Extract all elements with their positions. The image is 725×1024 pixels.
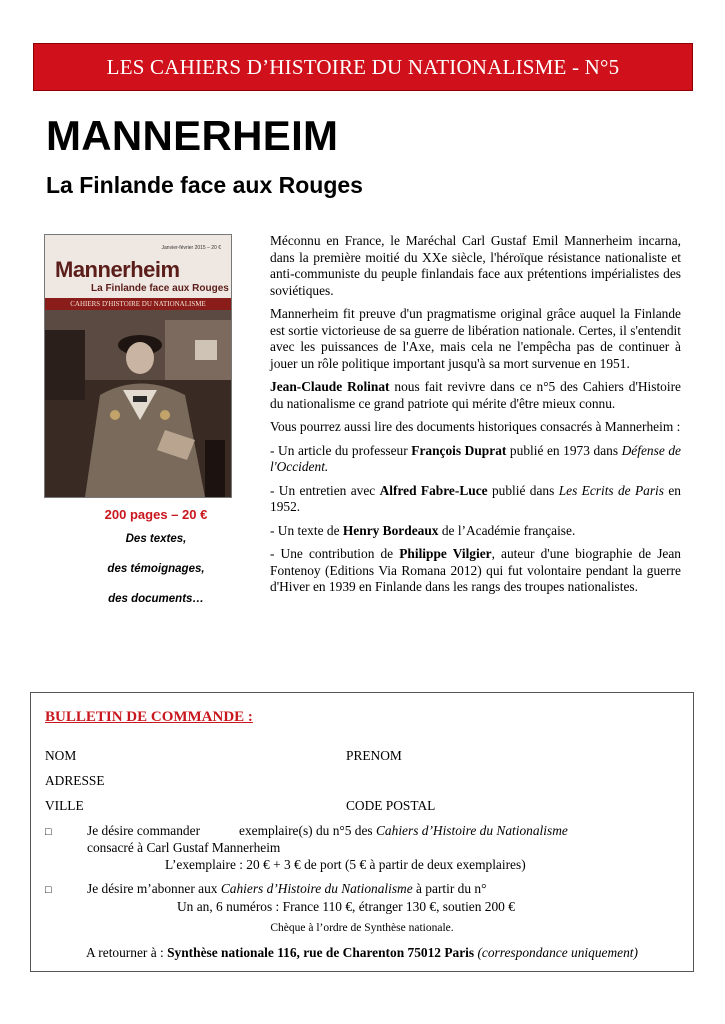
page-title: MANNERHEIM bbox=[46, 112, 339, 159]
nom-field-label[interactable]: NOM bbox=[45, 748, 77, 763]
subscribe-price: Un an, 6 numéros : France 110 €, étranger 130 €, soutien 200 € bbox=[177, 899, 515, 914]
order-form-heading: BULLETIN DE COMMANDE : bbox=[45, 709, 253, 725]
cheque-note: Chèque à l’ordre de Synthèse nationale. bbox=[270, 922, 454, 934]
subscribe-checkbox[interactable]: □ bbox=[45, 884, 52, 896]
cover-date: Janvier-février 2015 – 20 € bbox=[161, 245, 221, 251]
order-issue-label: Je désire commander bbox=[87, 823, 201, 838]
article-paragraph-intro: Méconnu en France, le Maréchal Carl Gustaf Emil Mannerheim incarna, dans la première moitié du XXe siècle, l'héroïque résistance nationaliste et anti-communiste du peuple finlandais face aux prétentions impérialistes des soviétiques. bbox=[270, 233, 681, 298]
cover-photo bbox=[45, 310, 231, 497]
order-issue-subject: consacré à Carl Gustaf Mannerheim bbox=[87, 840, 281, 855]
return-address: A retourner à : Synthèse nationale 116, rue de Charenton 75012 Paris (correspondance uniquement) bbox=[86, 945, 638, 960]
order-issue-price: L’exemplaire : 20 € + 3 € de port (5 € à partir de deux exemplaires) bbox=[165, 857, 526, 872]
cover-series-band: CAHIERS D'HISTOIRE DU NATIONALISME bbox=[45, 298, 231, 310]
subscribe-label: Je désire m’abonner aux Cahiers d’Histoire du Nationalisme à partir du n° bbox=[87, 881, 487, 896]
document-item-duprat: - Un article du professeur François Duprat publié en 1973 dans Défense de l'Occident. bbox=[270, 442, 681, 474]
tagline-line-3: des documents… bbox=[108, 593, 204, 605]
article-paragraph-author: Jean-Claude Rolinat nous fait revivre dans ce n°5 des Cahiers d'Histoire du nationalisme ce grand patriote qui mérite d'être mieux connu. bbox=[270, 379, 681, 411]
code-postal-field-label[interactable]: CODE POSTAL bbox=[346, 798, 436, 813]
prenom-field-label[interactable]: PRENOM bbox=[346, 748, 402, 763]
order-form bbox=[30, 692, 694, 972]
series-banner bbox=[33, 43, 693, 91]
adresse-field-label[interactable]: ADRESSE bbox=[45, 773, 105, 788]
article-body bbox=[270, 233, 681, 603]
order-issue-quantity-label: exemplaire(s) du n°5 des Cahiers d’Histoire du Nationalisme bbox=[239, 823, 568, 838]
author-name: Jean-Claude Rolinat bbox=[270, 379, 390, 394]
article-paragraph-documents: Vous pourrez aussi lire des documents historiques consacrés à Mannerheim : bbox=[270, 419, 681, 434]
ville-field-label[interactable]: VILLE bbox=[45, 798, 84, 813]
tagline-line-1: Des textes, bbox=[125, 533, 187, 545]
book-cover bbox=[44, 234, 232, 498]
page-subtitle: La Finlande face aux Rouges bbox=[46, 172, 363, 198]
document-item-vilgier: - Une contribution de Philippe Vilgier, auteur d'une biographie de Jean Fontenoy (Editions Via Romana 2012) qui fut volontaire pendant la guerre d'Hiver en 1939 en Finlande dans les rangs des troupes nationalistes. bbox=[270, 546, 681, 594]
document-item-bordeaux: - Un texte de Henry Bordeaux de l’Académie française. bbox=[270, 522, 576, 538]
cover-subtitle: La Finlande face aux Rouges bbox=[91, 283, 229, 294]
tagline-line-2: des témoignages, bbox=[107, 563, 205, 575]
price-label: 200 pages – 20 € bbox=[104, 507, 208, 522]
order-issue-checkbox[interactable]: □ bbox=[45, 826, 52, 838]
series-banner-text: LES CAHIERS D’HISTOIRE DU NATIONALISME - N°5 bbox=[106, 54, 620, 79]
article-paragraph-pragmatism: Mannerheim fit preuve d'un pragmatisme original grâce auquel la Finlande est sortie victorieuse de sa guerre de libération nationale. Certes, il s'entendit avec les puissances de l'Axe, mais cela ne l'empêcha pas de continuer à jouer un rôle politique important jusqu'à sa mort survenue en 1951. bbox=[270, 306, 681, 371]
cover-title: Mannerheim bbox=[55, 257, 180, 282]
document-item-fabre-luce: - Un entretien avec Alfred Fabre-Luce publié dans Les Ecrits de Paris en 1952. bbox=[270, 482, 681, 514]
